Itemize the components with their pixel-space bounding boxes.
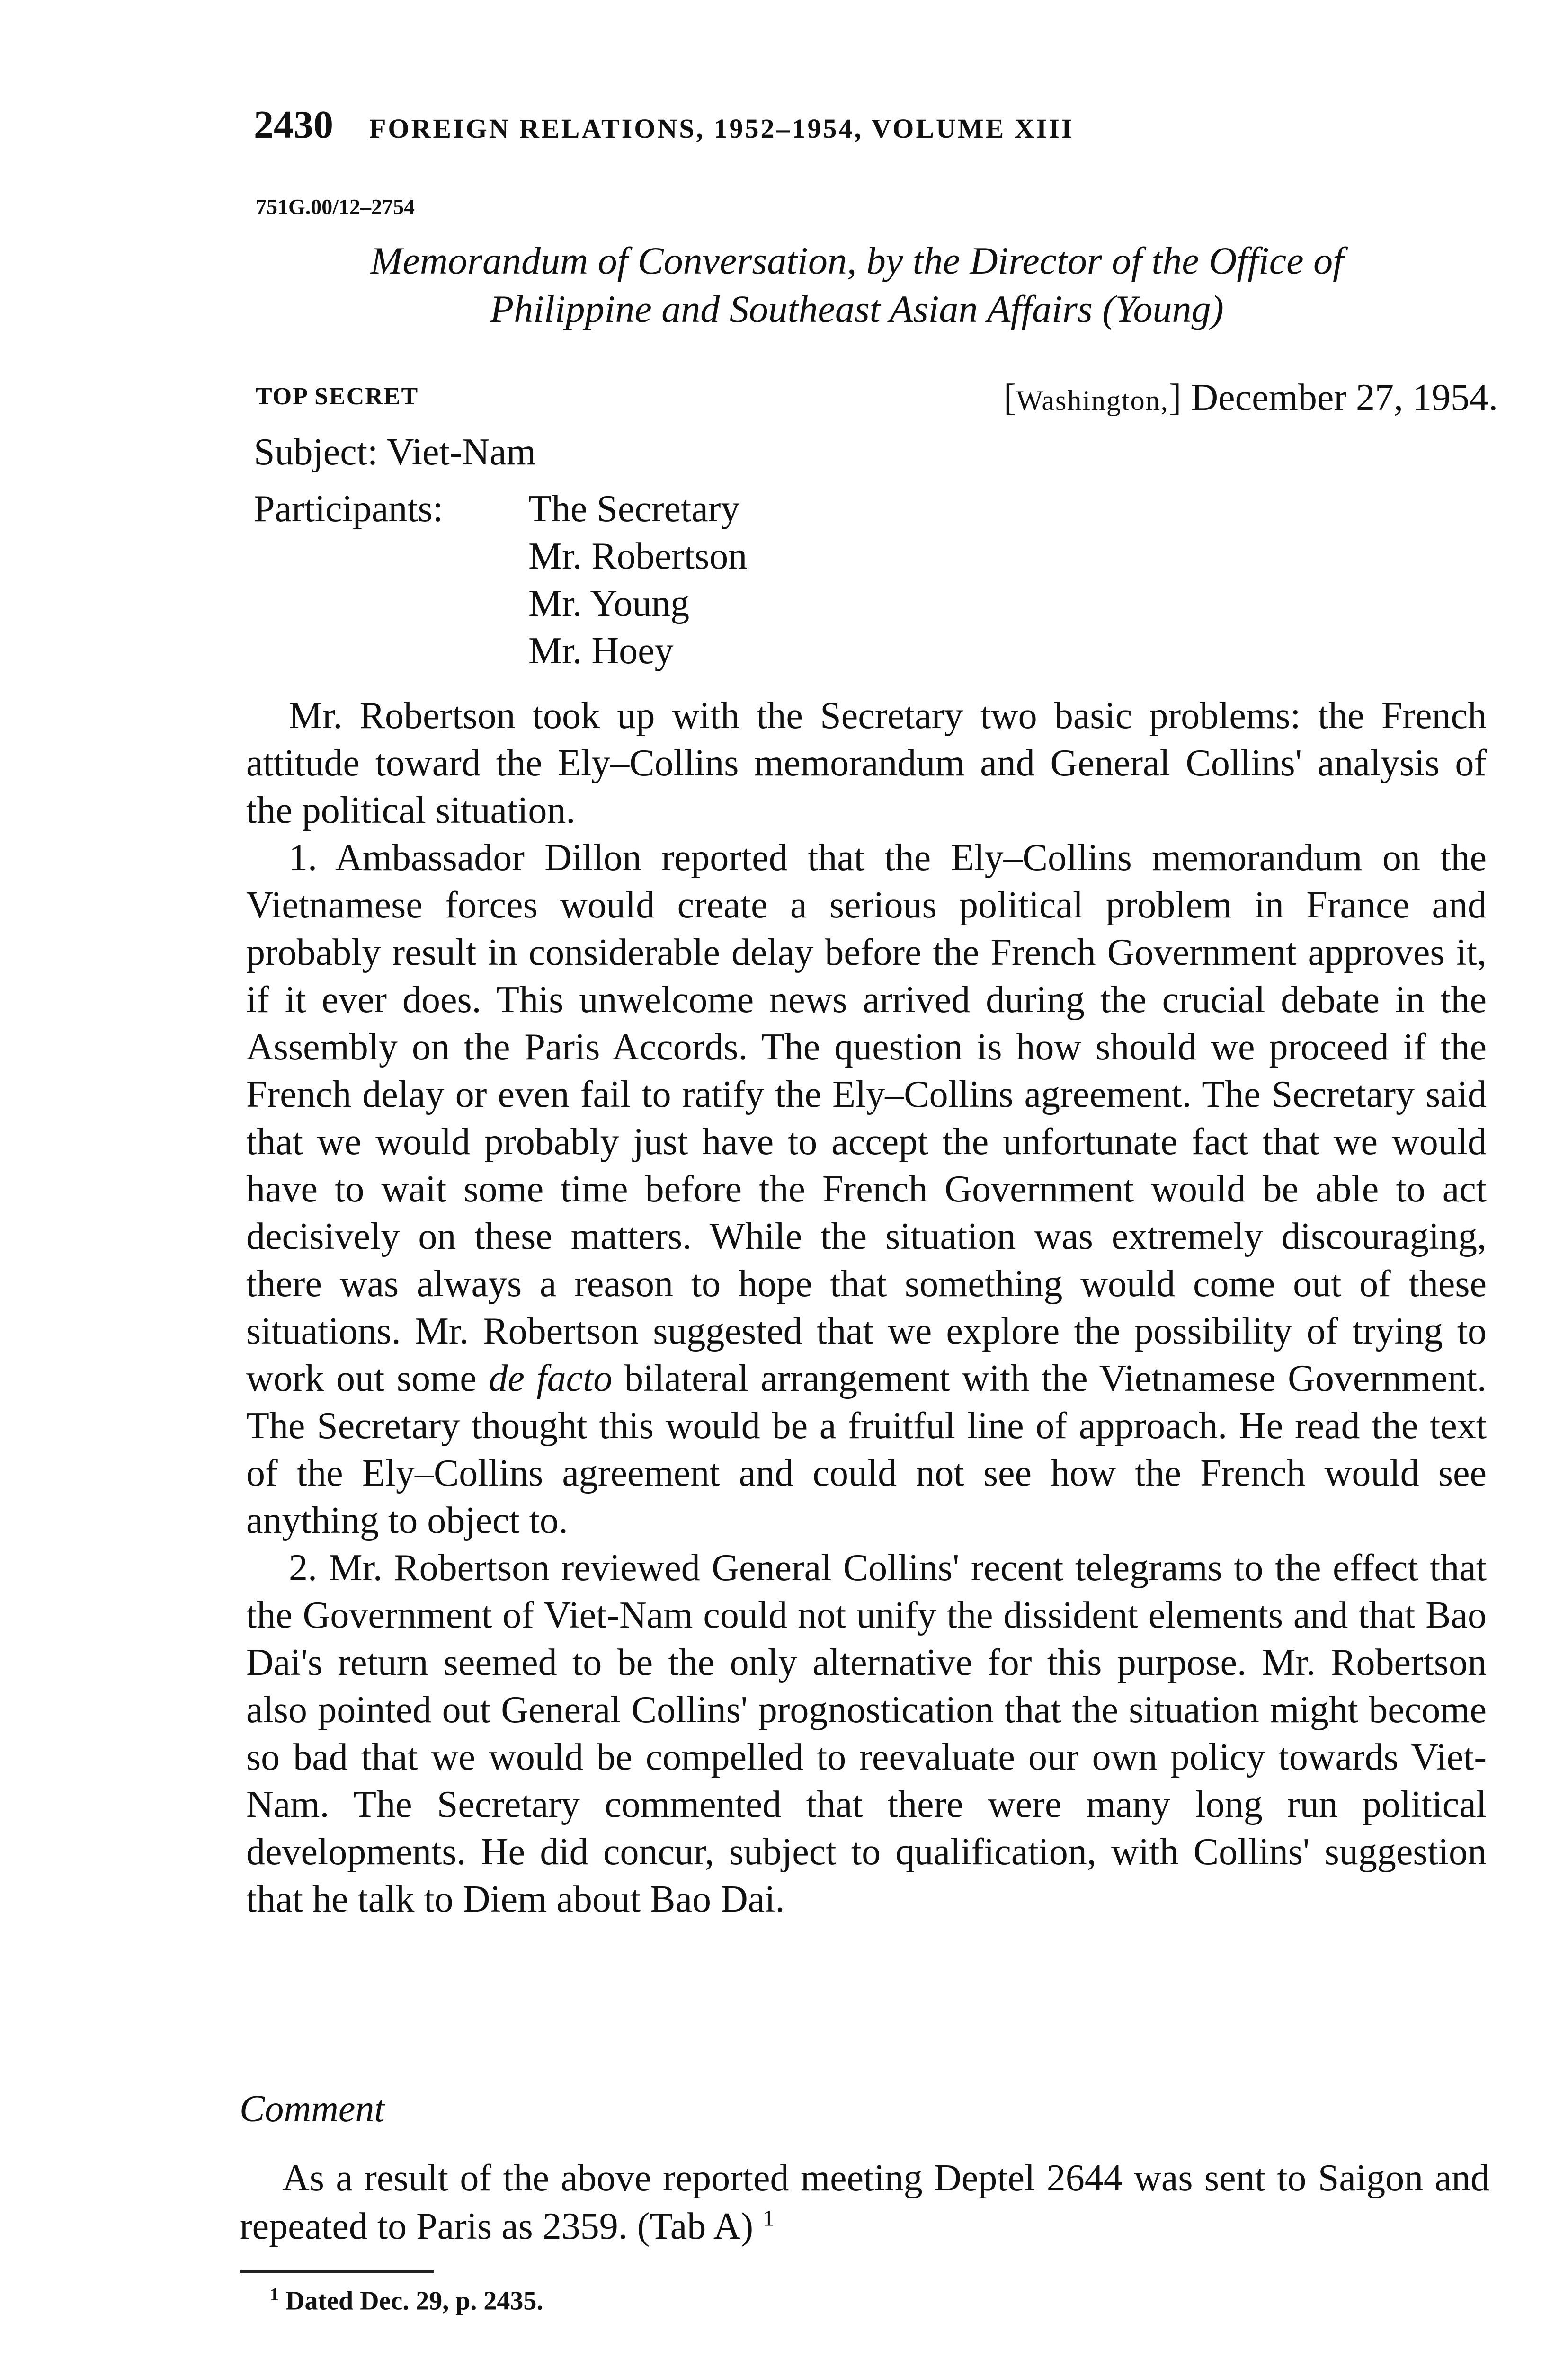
page-number: 2430	[254, 103, 333, 147]
comment-text: As a result of the above reported meeting Deptel 2644 was sent to Saigon and repeated to Paris as 2359. (Tab A)	[240, 2157, 1489, 2247]
comment-heading: Comment	[240, 2088, 385, 2130]
footnote-text: Dated Dec. 29, p. 2435.	[285, 2286, 543, 2316]
paragraph-1	[246, 834, 1487, 1544]
intro-paragraph: Mr. Robertson took up with the Secretary two basic problems: the French attitude toward the Ely–Collins memorandum and General Collins' analysis of the political situation.	[246, 695, 1487, 831]
paragraph-1-text-a: 1. Ambassador Dillon reported that the Ely–Collins memorandum on the Vietnamese forces would create a serious political problem in France and probably result in considerable delay before the French Government approves it, if it ever does. This unwelcome news arrived during the crucial debate in the Assembly on the Paris Accords. The question is how should we proceed if the French delay or even fail to ratify the Ely–Collins agreement. The Secretary said that we would probably just have to accept the unfortunate fact that we would have to wait some time before the French Government would be able to act decisively on these matters. While the situation was extremely discouraging, there was always a reason to hope that something would come out of these situations. Mr. Robertson suggested that we explore the possibility of trying to work out some	[246, 837, 1487, 1399]
paragraph-1-italic: de facto	[489, 1358, 613, 1399]
title-line-2: Philippine and Southeast Asian Affairs (Young)	[490, 287, 1224, 330]
subject-value: Viet-Nam	[386, 431, 536, 473]
comment-section	[240, 2154, 1489, 2251]
participant: Mr. Young	[528, 583, 690, 624]
subject-label: Subject:	[254, 431, 378, 473]
participants-list	[528, 485, 747, 675]
file-reference: 751G.00/12–2754	[256, 195, 415, 219]
dateline: [Washington,] December 27, 1954.	[1003, 377, 1498, 418]
document-title	[246, 237, 1468, 333]
title-line-1: Memorandum of Conversation, by the Director of the Office of	[370, 239, 1344, 282]
classification-label: TOP SECRET	[256, 383, 419, 410]
footnote-divider	[240, 2270, 434, 2273]
page-header	[254, 102, 1314, 148]
dateline-date: December 27, 1954.	[1191, 377, 1498, 418]
participant: Mr. Robertson	[528, 535, 748, 577]
dateline-place: Washington,	[1016, 385, 1169, 416]
paragraph-2: 2. Mr. Robertson reviewed General Collins' recent telegrams to the effect that the Government of Viet-Nam could not unify the dissident elements and that Bao Dai's return seemed to be the only alternative for this purpose. Mr. Robertson also pointed out General Collins' prognostication that the situation might become so bad that we would be compelled to reevaluate our own policy towards Viet-Nam. The Secretary commented that there were many long run political developments. He did concur, subject to qualification, with Collins' suggestion that he talk to Diem about Bao Dai.	[246, 1547, 1487, 1920]
participants-label: Participants:	[254, 488, 443, 530]
subject-line	[254, 431, 536, 474]
paragraph-1-text-b: bilateral arrangement with the Vietnamese Government. The Secretary thought this would be a fruitful line of approach. He read the text of the Ely–Collins agreement and could not see how the French would see anything to object to.	[246, 1358, 1487, 1541]
comment-paragraph	[240, 2154, 1489, 2251]
footnote	[270, 2284, 543, 2316]
memorandum-body	[246, 692, 1487, 1923]
participant: Mr. Hoey	[528, 630, 674, 672]
running-head: FOREIGN RELATIONS, 1952–1954, VOLUME XIII	[369, 113, 1074, 144]
footnote-marker: 1	[270, 2285, 279, 2305]
footnote-reference: 1	[763, 2206, 775, 2231]
participant: The Secretary	[528, 488, 740, 530]
